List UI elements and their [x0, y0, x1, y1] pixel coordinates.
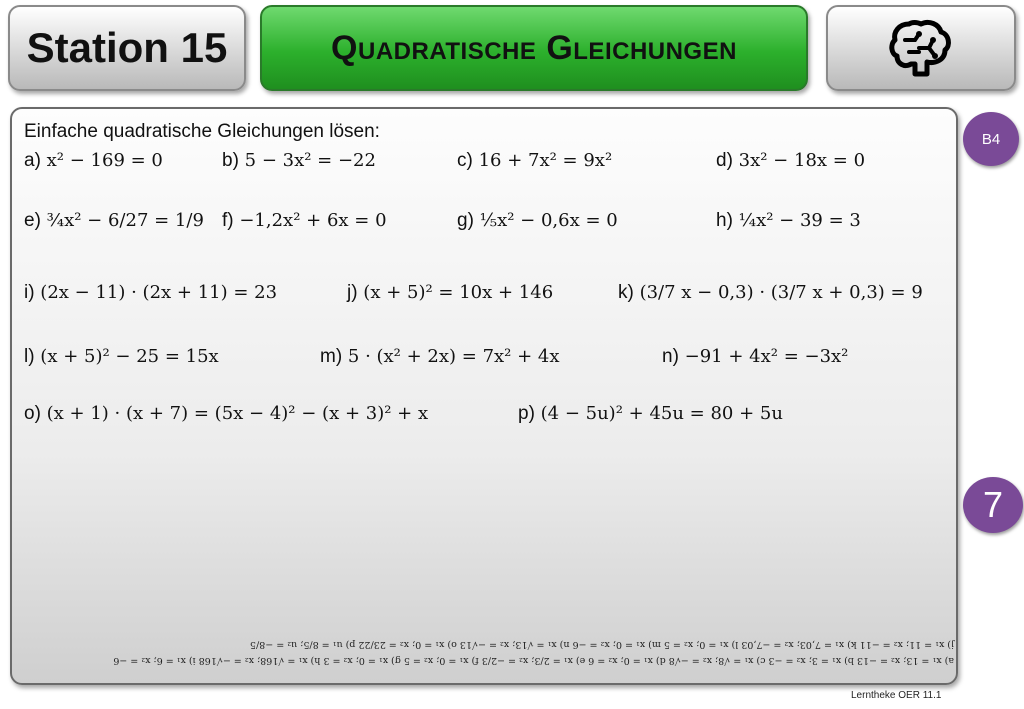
task-c — [457, 150, 612, 172]
task-equation: ⅕x² − 0,6x = 0 — [479, 210, 618, 231]
task-h — [716, 210, 861, 232]
task-k — [618, 282, 923, 304]
task-equation: −91 + 4x² = −3x² — [684, 346, 849, 367]
task-label: m) — [320, 346, 343, 367]
task-label: l) — [24, 346, 35, 367]
task-label: p) — [518, 403, 535, 424]
task-label: d) — [716, 150, 733, 171]
task-label: h) — [716, 210, 733, 231]
task-equation: (2x − 11) · (2x + 11) = 23 — [40, 282, 278, 303]
station-number-badge: 7 — [963, 477, 1023, 533]
task-d — [716, 150, 865, 172]
task-equation: (x + 5)² = 10x + 146 — [363, 282, 554, 303]
task-equation: 5 − 3x² = −22 — [244, 150, 376, 171]
task-label: i) — [24, 282, 35, 303]
task-equation: 16 + 7x² = 9x² — [478, 150, 613, 171]
task-equation: ¼x² − 39 = 3 — [738, 210, 861, 231]
solutions-line: j) x₁ = 11; x₂ = −11 k) x₁ = 7,03; x₂ = −7,03 l) x₁ = 0; x₂ = 5 m) x₁ = 0; x₂ = −6 n) x₁ = √13; x₂ = −√13 o) x₁ = 0; x₂ = 23/22 p) u₁ = 8/5; u₂ = −8/5 — [250, 639, 954, 650]
level-badge: B4 — [963, 112, 1019, 166]
task-m — [320, 346, 560, 368]
task-o — [24, 403, 428, 425]
station-box — [8, 5, 246, 91]
exercise-panel — [10, 107, 958, 685]
task-label: a) — [24, 150, 41, 171]
task-equation: (x + 5)² − 25 = 15x — [40, 346, 219, 367]
task-label: b) — [222, 150, 239, 171]
task-label: n) — [662, 346, 679, 367]
task-e — [24, 210, 204, 232]
task-g — [457, 210, 618, 232]
task-label: g) — [457, 210, 474, 231]
brain-icon-box — [826, 5, 1016, 91]
intro-text: Einfache quadratische Gleichungen lösen: — [24, 121, 380, 142]
task-label: c) — [457, 150, 473, 171]
task-l — [24, 346, 219, 368]
task-label: e) — [24, 210, 41, 231]
brain-icon — [889, 18, 953, 78]
task-f — [222, 210, 387, 232]
task-equation: (3/7 x − 0,3) · (3/7 x + 0,3) = 9 — [639, 282, 923, 303]
task-j — [347, 282, 553, 304]
task-b — [222, 150, 376, 172]
task-label: o) — [24, 403, 41, 424]
task-a — [24, 150, 163, 172]
task-equation: −1,2x² + 6x = 0 — [239, 210, 387, 231]
task-equation: (4 − 5u)² + 45u = 80 + 5u — [540, 403, 783, 424]
task-label: j) — [347, 282, 358, 303]
task-n — [662, 346, 848, 368]
task-label: k) — [618, 282, 634, 303]
title-box — [260, 5, 808, 91]
task-equation: ¾x² − 6/27 = 1/9 — [46, 210, 204, 231]
page-title: Quadratische Gleichungen — [331, 28, 737, 67]
solutions-line: a) x₁ = 13; x₂ = −13 b) x₁ = 3; x₂ = −3 c) x₁ = √8; x₂ = −√8 d) x₁ = 0; x₂ = 6 e) x₁ = 2/3; x₂ = −2/3 f) x₁ = 0; x₂ = 5 g) x₁ = 0; x₂ = 3 h) x₁ = √168; x₂ = −√168 i) x₁ = 6; x₂ = −6 — [113, 655, 954, 666]
station-label: Station 15 — [26, 24, 228, 71]
solutions-upside-down — [24, 636, 954, 668]
footer-text: Lerntheke OER 11.1 — [851, 690, 942, 701]
task-i — [24, 282, 277, 304]
task-equation: (x + 1) · (x + 7) = (5x − 4)² − (x + 3)² + x — [46, 403, 429, 424]
task-p — [518, 403, 783, 425]
task-label: f) — [222, 210, 234, 231]
task-equation: 3x² − 18x = 0 — [738, 150, 866, 171]
task-equation: 5 · (x² + 2x) = 7x² + 4x — [347, 346, 560, 367]
task-equation: x² − 169 = 0 — [46, 150, 163, 171]
